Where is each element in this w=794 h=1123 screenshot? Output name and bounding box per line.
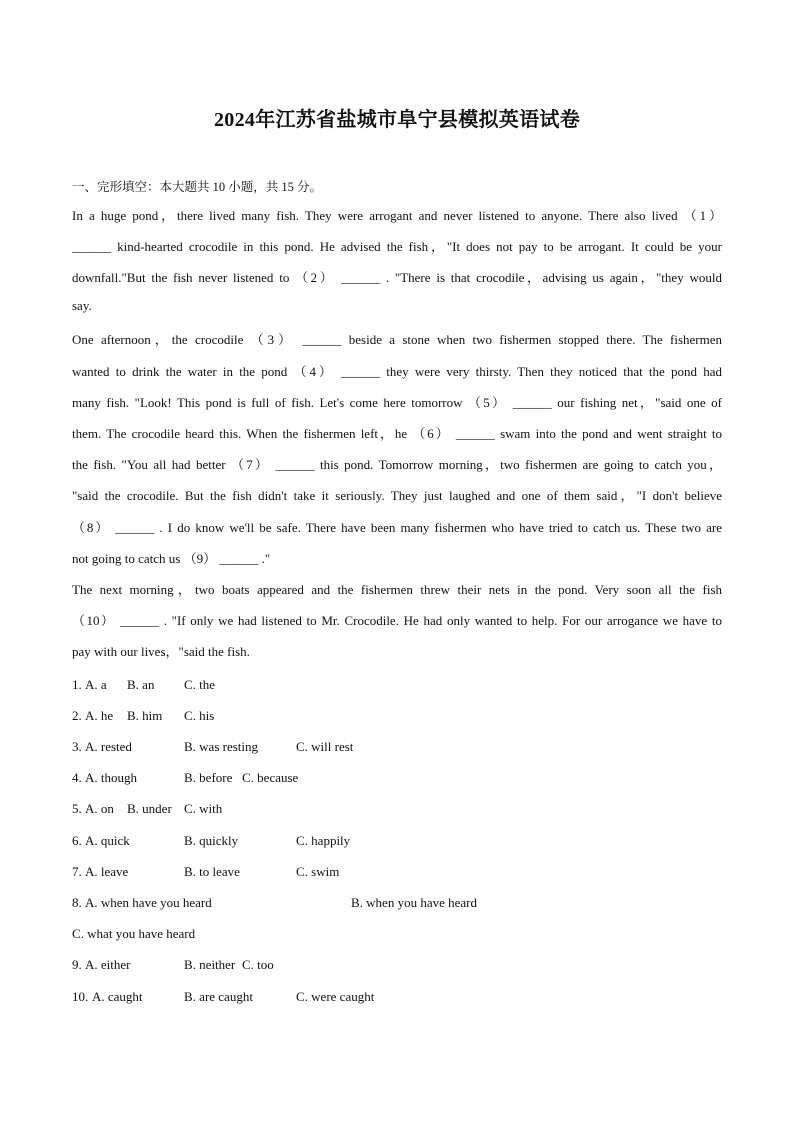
- option-c[interactable]: C. will rest: [296, 739, 354, 754]
- option-b[interactable]: B. to leave: [184, 864, 240, 879]
- passage-line: （10） ______ . "If only we had listened to Mr. Crocodile. He had only wanted to help. For our arrogance we have to: [72, 613, 722, 628]
- option-b[interactable]: B. neither: [184, 957, 236, 972]
- question-number: 10.: [72, 989, 89, 1004]
- question-number: 8.: [72, 895, 82, 910]
- option-a[interactable]: A. though: [85, 770, 137, 785]
- option-c[interactable]: C. with: [184, 801, 223, 816]
- option-b[interactable]: B. an: [127, 677, 155, 692]
- section-header: 一、完形填空：本大题共 10 小题，共 15 分。: [72, 180, 323, 194]
- page-title: 2024年江苏省盐城市阜宁县模拟英语试卷: [214, 109, 580, 131]
- option-b[interactable]: B. are caught: [184, 989, 253, 1004]
- passage-line: pay with our lives，"said the fish.: [72, 644, 250, 659]
- option-a[interactable]: A. he: [85, 708, 114, 723]
- option-a[interactable]: A. rested: [85, 739, 132, 754]
- passage-line: many fish. "Look! This pond is full of fish. Let's come here tomorrow （5） ______ our fishing net，"said one of: [72, 395, 722, 410]
- option-b[interactable]: B. under: [127, 801, 172, 816]
- option-a[interactable]: A. quick: [85, 833, 130, 848]
- passage-line: （8） ______ . I do know we'll be safe. There have been many fishermen who have tried to catch us. These two are: [72, 520, 722, 535]
- passage-line: them. The crocodile heard this. When the fishermen left，he （6） ______ swam into the pond and went straight to: [72, 426, 722, 441]
- passage-line: The next morning，two boats appeared and the fishermen threw their nets in the pond. Very soon all the fish: [72, 582, 722, 597]
- question-number: 7.: [72, 864, 82, 879]
- option-b[interactable]: B. was resting: [184, 739, 259, 754]
- option-a[interactable]: A. either: [85, 957, 131, 972]
- option-a[interactable]: A. on: [85, 801, 114, 816]
- passage-line: downfall."But the fish never listened to （2） ______ . "There is that crocodile，advising us again，"they would: [72, 270, 722, 285]
- option-b[interactable]: B. quickly: [184, 833, 239, 848]
- passage-line: not going to catch us （9） ______ .": [72, 551, 271, 566]
- option-c[interactable]: C. the: [184, 677, 216, 692]
- option-c[interactable]: C. because: [242, 770, 299, 785]
- option-c[interactable]: C. his: [184, 708, 215, 723]
- option-a[interactable]: A. leave: [85, 864, 129, 879]
- option-b[interactable]: B. him: [127, 708, 163, 723]
- option-c[interactable]: C. happily: [296, 833, 351, 848]
- passage-line: In a huge pond，there lived many fish. They were arrogant and never listened to anyone. There also lived （1）: [72, 208, 722, 223]
- passage-line: ______ kind-hearted crocodile in this pond. He advised the fish，"It does not pay to be arrogant. It could be your: [72, 239, 722, 254]
- passage-line: say.: [72, 298, 92, 313]
- option-b[interactable]: B. when you have heard: [351, 895, 477, 910]
- option-c[interactable]: C. swim: [296, 864, 340, 879]
- question-number: 1.: [72, 677, 82, 692]
- option-a[interactable]: A. a: [85, 677, 107, 692]
- passage-line: the fish. "You all had better （7） ______ this pond. Tomorrow morning，two fishermen are going to catch you，: [72, 457, 722, 472]
- passage-line: wanted to drink the water in the pond （4） ______ they were very thirsty. Then they noticed that the pond had: [72, 364, 722, 379]
- question-number: 3.: [72, 739, 82, 754]
- option-b[interactable]: B. before: [184, 770, 233, 785]
- option-c[interactable]: C. were caught: [296, 989, 375, 1004]
- passage-line: "said the crocodile. But the fish didn't take it seriously. They just laughed and one of them said，"I don't believe: [72, 488, 722, 503]
- question-number: 9.: [72, 957, 82, 972]
- option-c[interactable]: C. too: [242, 957, 274, 972]
- option-c[interactable]: C. what you have heard: [72, 926, 196, 941]
- question-number: 6.: [72, 833, 82, 848]
- option-a[interactable]: A. caught: [92, 989, 143, 1004]
- passage-line: One afternoon，the crocodile （3） ______ beside a stone when two fishermen stopped there. The fishermen: [72, 332, 722, 347]
- question-number: 2.: [72, 708, 82, 723]
- question-number: 5.: [72, 801, 82, 816]
- option-a[interactable]: A. when have you heard: [85, 895, 212, 910]
- question-number: 4.: [72, 770, 82, 785]
